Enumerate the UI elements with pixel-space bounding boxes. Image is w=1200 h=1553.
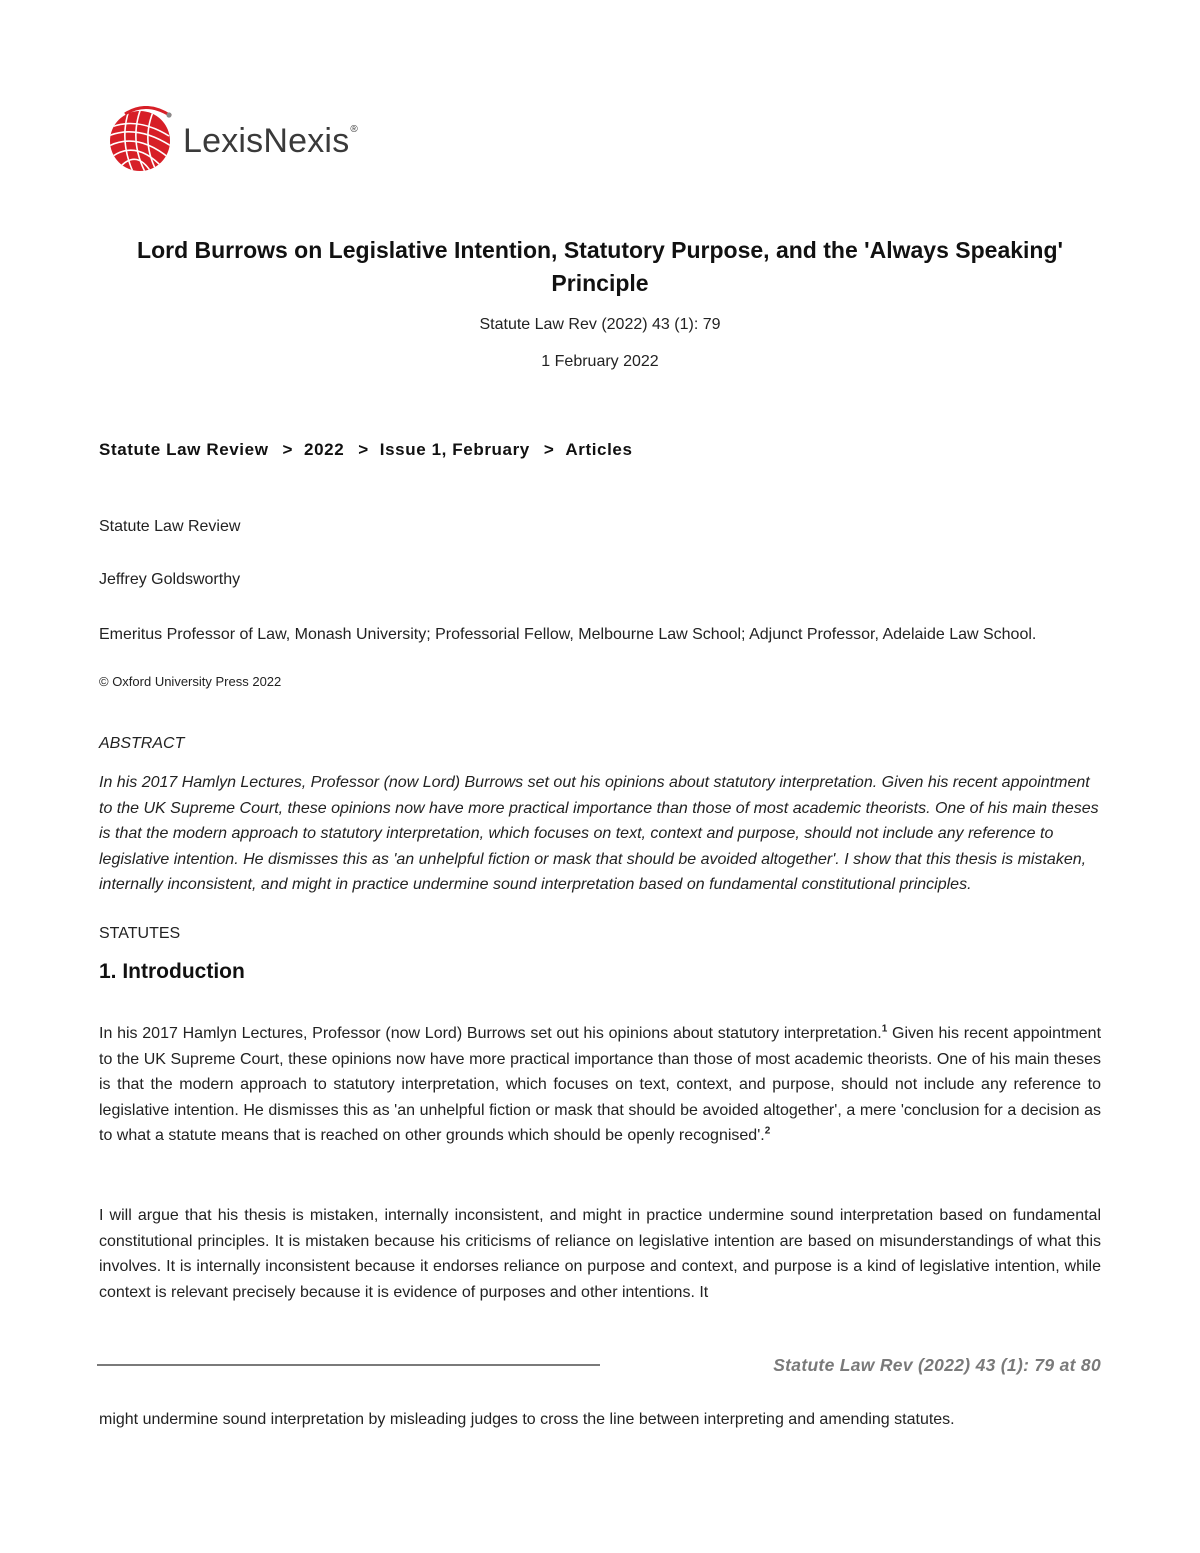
abstract-text: In his 2017 Hamlyn Lectures, Professor (now Lord) Burrows set out his opinions about statutory interpretation. Given his recent appointment to the UK Supreme Court, these opinions now have more practical importance than those of most academic theorists. One of his main theses is that the modern approach to statutory interpretation, which focuses on text, context and purpose, should not include any reference to legislative intention. He dismisses this as 'an unhelpful fiction or mask that should be avoided altogether'. I show that this thesis is mistaken, internally inconsistent, and might in practice undermine sound interpretation based on fundamental constitutional principles.	[99, 774, 1099, 893]
citation: Statute Law Rev (2022) 43 (1): 79	[479, 316, 721, 333]
breadcrumb-separator: >	[358, 440, 369, 459]
paragraph-text: In his 2017 Hamlyn Lectures, Professor (now Lord) Burrows set out his opinions about statutory interpretation.	[99, 1025, 882, 1042]
body-paragraph	[99, 1021, 1101, 1149]
body-paragraph: I will argue that his thesis is mistaken, internally inconsistent, and might in practice undermine sound interpretation based on fundamental constitutional principles. It is mistaken because his criticisms of reliance on legislative intention are based on misunderstandings of what this involves. It is internally inconsistent because it endorses reliance on purpose and context, and purpose is a kind of legislative intention, while context is relevant precisely because it is evidence of purposes and other intentions. It	[99, 1207, 1101, 1301]
breadcrumb-item-year[interactable]: 2022	[304, 440, 345, 459]
footnote-marker[interactable]: 2	[764, 1125, 771, 1137]
breadcrumb-separator: >	[543, 440, 555, 459]
breadcrumb-item-issue[interactable]: Issue 1, February	[379, 440, 530, 459]
page-title: Lord Burrows on Legislative Intention, Statutory Purpose, and the 'Always Speaking' Principle	[137, 237, 1063, 296]
publication-date: 1 February 2022	[541, 353, 659, 370]
footnote-marker[interactable]: 1	[881, 1023, 888, 1035]
author-name: Jeffrey Goldsworthy	[99, 571, 241, 588]
paragraph-text: Given his recent appointment to the UK Supreme Court, these opinions now have more practical importance than those of most academic theorists. One of his main theses is that the modern approach to statutory interpretation, which focuses on text, context, and purpose, should not include any reference to legislative intention. He dismisses this as 'an unhelpful fiction or mask that should be avoided altogether', a mere 'conclusion for a decision as to what a statute means that is reached on other grounds which should be openly recognised'.	[99, 1025, 1102, 1144]
lexisnexis-globe-icon	[107, 106, 173, 172]
page-divider	[97, 1364, 600, 1366]
body-paragraph: might undermine sound interpretation by misleading judges to cross the line between interpreting and amending statutes.	[99, 1411, 955, 1428]
abstract-heading: ABSTRACT	[99, 735, 185, 752]
logo-wordmark: LexisNexis®	[183, 121, 358, 160]
breadcrumb	[99, 440, 633, 460]
breadcrumb-item-section[interactable]: Articles	[565, 440, 633, 459]
journal-name: Statute Law Review	[99, 518, 241, 535]
author-affiliation: Emeritus Professor of Law, Monash University; Professorial Fellow, Melbourne Law School; Adjunct Professor, Adelaide Law School.	[99, 626, 1037, 643]
statutes-label: STATUTES	[99, 925, 181, 942]
copyright-notice: © Oxford University Press 2022	[99, 674, 282, 689]
section-heading: 1. Introduction	[99, 960, 245, 983]
lexisnexis-logo[interactable]	[107, 106, 358, 172]
page-citation: Statute Law Rev (2022) 43 (1): 79 at 80	[773, 1355, 1101, 1375]
breadcrumb-separator: >	[282, 440, 294, 459]
breadcrumb-item-journal[interactable]: Statute Law Review	[99, 440, 269, 459]
